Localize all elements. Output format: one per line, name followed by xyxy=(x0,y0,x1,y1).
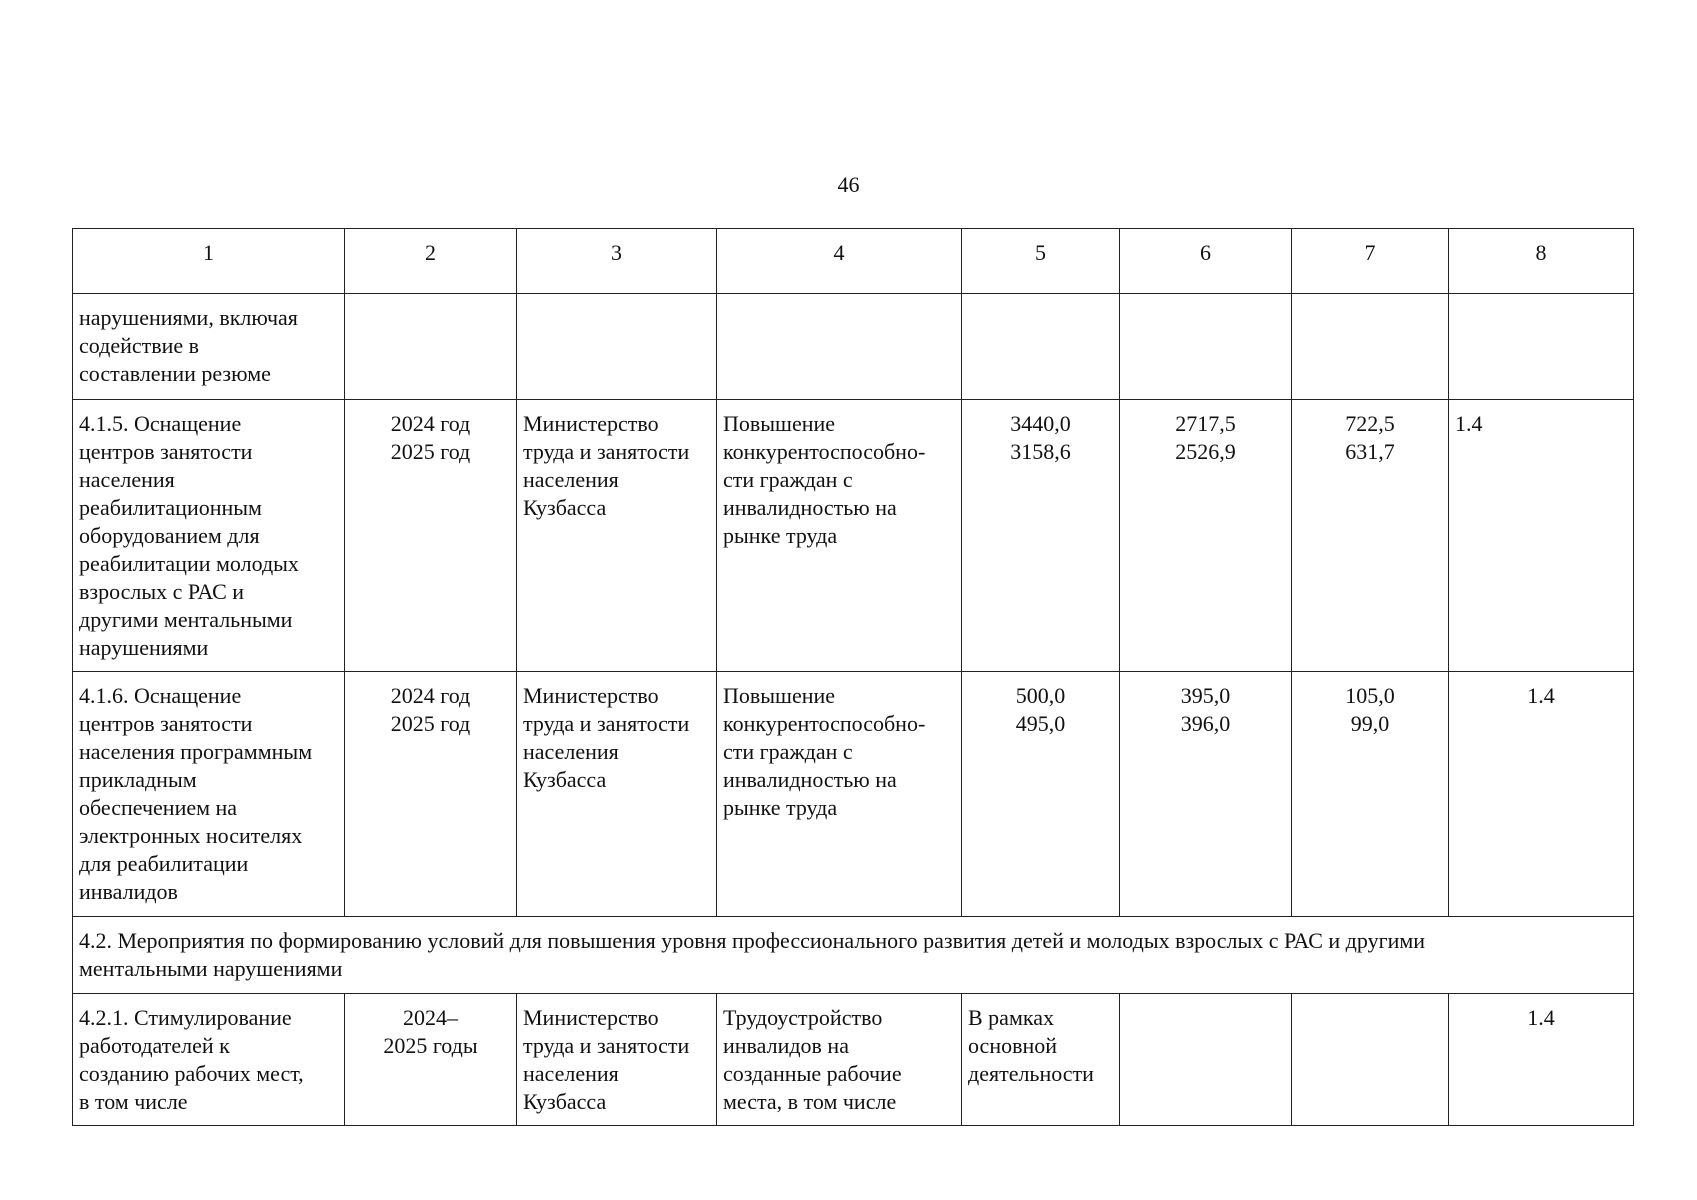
cell-value: 105,0 xyxy=(1345,683,1395,708)
table-row-continuation xyxy=(73,294,1634,400)
cell-line: 4.1.6. Оснащение xyxy=(79,683,242,708)
cell-value: 3440,0 xyxy=(1010,411,1071,436)
cell-line: инвалидов xyxy=(79,879,178,904)
indicator-ref-cell: 1.4 xyxy=(1449,400,1634,672)
cell-line: оборудованием для xyxy=(79,523,260,548)
cell-line: созданные рабочие xyxy=(723,1061,902,1086)
header-cell-8: 8 xyxy=(1449,229,1634,294)
cell-line: деятельности xyxy=(968,1061,1094,1086)
cell-line: для реабилитации xyxy=(79,851,249,876)
measure-name-cell xyxy=(73,294,345,400)
cell-line: Кузбасса xyxy=(523,767,607,792)
result-cell xyxy=(717,994,962,1126)
cell-line: 2025 годы xyxy=(383,1033,478,1058)
cell-line: инвалидов на xyxy=(723,1033,849,1058)
cell-line: составлении резюме xyxy=(79,361,271,386)
cell-line: 2025 год xyxy=(390,439,471,464)
cell-line: центров занятости xyxy=(79,711,253,736)
cell-line: труда и занятости xyxy=(523,1033,690,1058)
cell-line: другими ментальными xyxy=(79,607,293,632)
cell-line: в том числе xyxy=(79,1089,188,1114)
cell-line: реабилитационным xyxy=(79,495,262,520)
empty-cell xyxy=(1292,294,1449,400)
header-cell-6: 6 xyxy=(1120,229,1292,294)
result-cell xyxy=(717,400,962,672)
cell-line: содействие в xyxy=(79,333,200,358)
cell-line: населения xyxy=(523,1061,619,1086)
cell-line: электронных носителях xyxy=(79,823,303,848)
cell-value: 500,0 xyxy=(1015,683,1066,708)
cell-line: 4.1.5. Оснащение xyxy=(79,411,242,436)
amount-total-cell xyxy=(962,994,1120,1126)
cell-line: 4.2.1. Стимулирование xyxy=(79,1005,292,1030)
measure-name-cell xyxy=(73,400,345,672)
table-row-4-1-5 xyxy=(73,400,1634,672)
empty-cell xyxy=(1120,994,1292,1126)
table-header-row xyxy=(73,229,1634,294)
cell-line: конкурентоспособно- xyxy=(723,439,926,464)
empty-cell xyxy=(345,294,517,400)
amount-total-cell xyxy=(962,672,1120,917)
period-cell xyxy=(345,994,517,1126)
amount-federal-cell xyxy=(1120,672,1292,917)
cell-line: Кузбасса xyxy=(523,495,607,520)
cell-line: инвалидностью на xyxy=(723,495,897,520)
cell-value: 2717,5 xyxy=(1175,411,1236,436)
cell-value: 395,0 xyxy=(1180,683,1231,708)
cell-line: 2024– xyxy=(403,1005,458,1030)
empty-cell xyxy=(1120,294,1292,400)
table-row-4-1-6 xyxy=(73,672,1634,917)
cell-line: 4.2. Мероприятия по формированию условий для повышения уровня профессионального развития детей и молодых взрослых с РАС и другими xyxy=(79,928,1426,953)
result-cell xyxy=(717,672,962,917)
cell-line: рынке труда xyxy=(723,523,838,548)
cell-value: 99,0 xyxy=(1350,711,1390,736)
cell-line: Повышение xyxy=(723,411,836,436)
indicator-ref-cell: 1.4 xyxy=(1449,672,1634,917)
cell-line: реабилитации молодых xyxy=(79,551,299,576)
section-row-4-2 xyxy=(73,917,1634,994)
cell-line: работодателей к xyxy=(79,1033,230,1058)
cell-line: населения xyxy=(523,739,619,764)
period-cell xyxy=(345,400,517,672)
cell-line: места, в том числе xyxy=(723,1089,897,1114)
executor-cell xyxy=(517,672,717,917)
indicator-ref-cell: 1.4 xyxy=(1449,994,1634,1126)
amount-total-cell xyxy=(962,400,1120,672)
cell-line: сти граждан с xyxy=(723,739,853,764)
cell-line: обеспечением на xyxy=(79,795,238,820)
measure-name-cell xyxy=(73,672,345,917)
amount-regional-cell xyxy=(1292,400,1449,672)
executor-cell xyxy=(517,400,717,672)
amount-federal-cell xyxy=(1120,400,1292,672)
executor-cell xyxy=(517,994,717,1126)
cell-line: населения xyxy=(523,467,619,492)
cell-line: В рамках xyxy=(968,1005,1054,1030)
cell-line: Министерство xyxy=(523,411,659,436)
cell-line: Министерство xyxy=(523,1005,659,1030)
cell-line: 2024 год xyxy=(390,411,471,436)
cell-line: 2025 год xyxy=(390,711,471,736)
cell-value: 631,7 xyxy=(1345,439,1395,464)
header-cell-3: 3 xyxy=(517,229,717,294)
header-cell-7: 7 xyxy=(1292,229,1449,294)
period-cell xyxy=(345,672,517,917)
cell-line: основной xyxy=(968,1033,1058,1058)
cell-line: рынке труда xyxy=(723,795,838,820)
section-heading-cell xyxy=(73,917,1634,994)
cell-line: созданию рабочих мест, xyxy=(79,1061,304,1086)
cell-value: 495,0 xyxy=(1015,711,1066,736)
cell-value: 2526,9 xyxy=(1175,439,1236,464)
cell-line: сти граждан с xyxy=(723,467,853,492)
amount-regional-cell xyxy=(1292,672,1449,917)
cell-line: населения программным xyxy=(79,739,313,764)
empty-cell xyxy=(1449,294,1634,400)
cell-line: нарушениями, включая xyxy=(79,305,298,330)
cell-line: конкурентоспособно- xyxy=(723,711,926,736)
cell-value: 722,5 xyxy=(1345,411,1395,436)
cell-line: труда и занятости xyxy=(523,439,690,464)
cell-line: Кузбасса xyxy=(523,1089,607,1114)
empty-cell xyxy=(1292,994,1449,1126)
cell-line: центров занятости xyxy=(79,439,253,464)
empty-cell xyxy=(962,294,1120,400)
cell-line: 2024 год xyxy=(390,683,471,708)
empty-cell xyxy=(717,294,962,400)
cell-line: населения xyxy=(79,467,175,492)
empty-cell xyxy=(517,294,717,400)
cell-line: нарушениями xyxy=(79,635,209,660)
cell-value: 3158,6 xyxy=(1010,439,1071,464)
header-cell-5: 5 xyxy=(962,229,1120,294)
table-row-4-2-1 xyxy=(73,994,1634,1126)
cell-line: взрослых с РАС и xyxy=(79,579,245,604)
measure-name-cell xyxy=(73,994,345,1126)
cell-line: Министерство xyxy=(523,683,659,708)
page-number: 46 xyxy=(837,172,860,197)
cell-line: прикладным xyxy=(79,767,197,792)
measures-table xyxy=(72,228,1634,1126)
cell-line: инвалидностью на xyxy=(723,767,897,792)
header-cell-1: 1 xyxy=(73,229,345,294)
cell-line: ментальными нарушениями xyxy=(79,956,343,981)
cell-line: Повышение xyxy=(723,683,836,708)
cell-line: Трудоустройство xyxy=(723,1005,883,1030)
header-cell-2: 2 xyxy=(345,229,517,294)
cell-value: 396,0 xyxy=(1180,711,1231,736)
cell-line: труда и занятости xyxy=(523,711,690,736)
header-cell-4: 4 xyxy=(717,229,962,294)
